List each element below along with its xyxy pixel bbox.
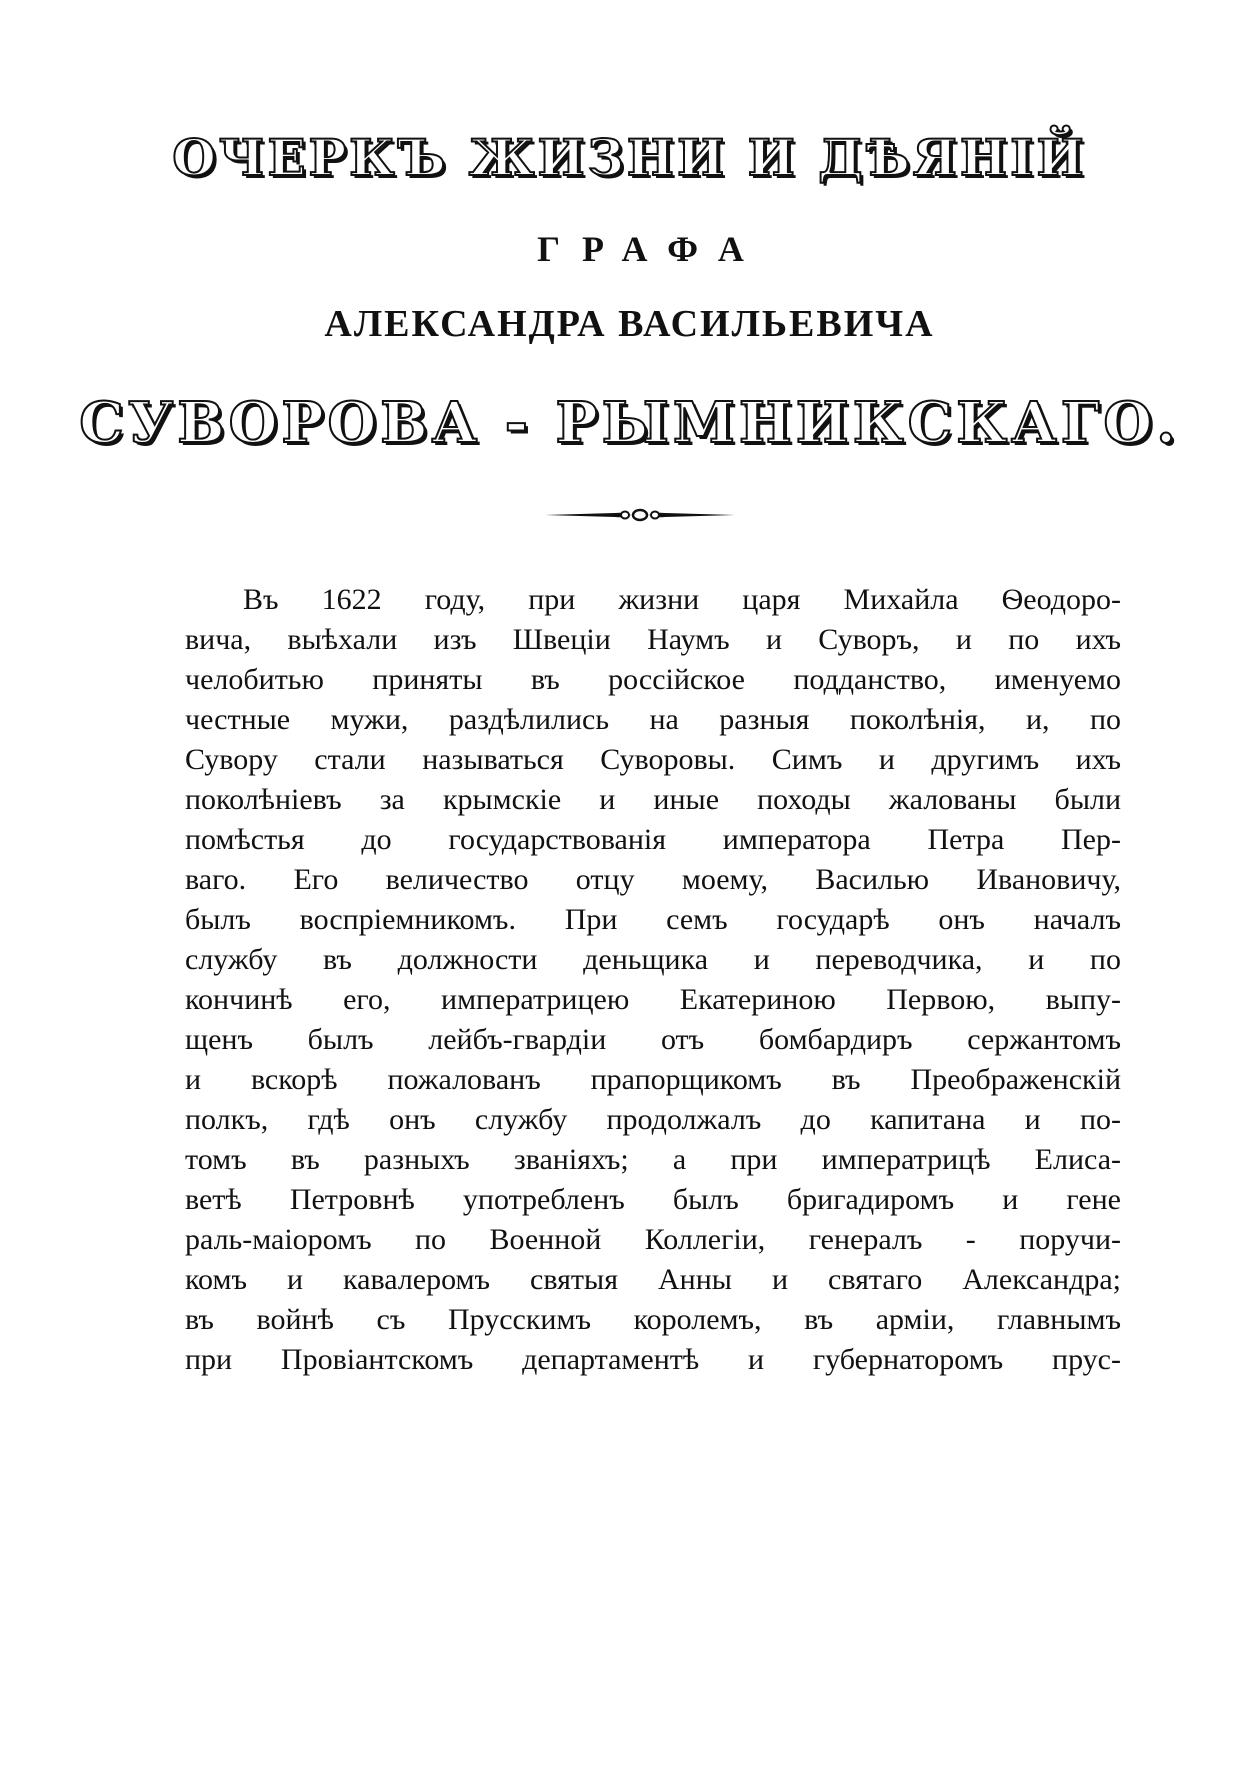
body-line: въ войнѣ съ Прусскимъ королемъ, въ арміи, главнымъ — [185, 1303, 1121, 1336]
body-line: ваго. Его величество отцу моему, Василью Ивановичу, — [185, 863, 1121, 896]
title-line-1: ОЧЕРКЪ ЖИЗНИ И ДѢЯНІЙ — [172, 128, 1087, 187]
body-line: щенъ былъ лейбъ-гвардіи отъ бомбардиръ сержантомъ — [185, 1023, 1121, 1056]
body-line: помѣстья до государствованія императора Петра Пер- — [185, 823, 1121, 856]
body-line: кончинѣ его, императрицею Екатериною Первою, выпу- — [185, 983, 1121, 1016]
title-line-3: АЛЕКСАНДРА ВАСИЛЬЕВИЧА — [324, 303, 935, 345]
body-line: Въ 1622 году, при жизни царя Михайла Ѳеодоро- — [243, 583, 1121, 616]
body-paragraph — [185, 580, 1121, 1380]
body-line: и вскорѣ пожалованъ прапорщикомъ въ Преображенскій — [185, 1063, 1121, 1096]
title-line-2: ГРАФА — [537, 229, 766, 269]
body-line: комъ и кавалеромъ святыя Анны и святаго Александра; — [185, 1263, 1121, 1296]
body-line: ветѣ Петровнѣ употребленъ былъ бригадиромъ и гене — [185, 1183, 1121, 1216]
body-line: при Провіантскомъ департаментѣ и губернаторомъ прус- — [185, 1343, 1121, 1376]
body-line: томъ въ разныхъ званіяхъ; а при императрицѣ Елиса- — [185, 1143, 1121, 1176]
body-line: вича, выѣхали изъ Швеціи Наумъ и Суворъ, и по ихъ — [185, 623, 1121, 656]
body-line: поколѣніевъ за крымскіе и иные походы жалованы были — [185, 783, 1121, 816]
body-line: былъ воспріемникомъ. При семъ государѣ онъ началъ — [185, 903, 1121, 936]
divider-ornament-icon — [545, 504, 735, 526]
body-line: службу въ должности деньщика и переводчика, и по — [185, 943, 1121, 976]
body-line: честные мужи, раздѣлились на разныя поколѣнія, и, по — [185, 703, 1121, 736]
body-line: Сувору стали называться Суворовы. Симъ и другимъ ихъ — [185, 743, 1121, 776]
body-line: челобитью приняты въ россійское подданство, именуемо — [185, 663, 1121, 696]
body-line: раль-маіоромъ по Военной Коллегіи, генералъ - поручи- — [185, 1223, 1121, 1256]
title-line-4: СУВОРОВА - РЫМНИКСКАГО. — [79, 390, 1180, 456]
body-line: полкъ, гдѣ онъ службу продолжалъ до капитана и по- — [185, 1103, 1121, 1136]
